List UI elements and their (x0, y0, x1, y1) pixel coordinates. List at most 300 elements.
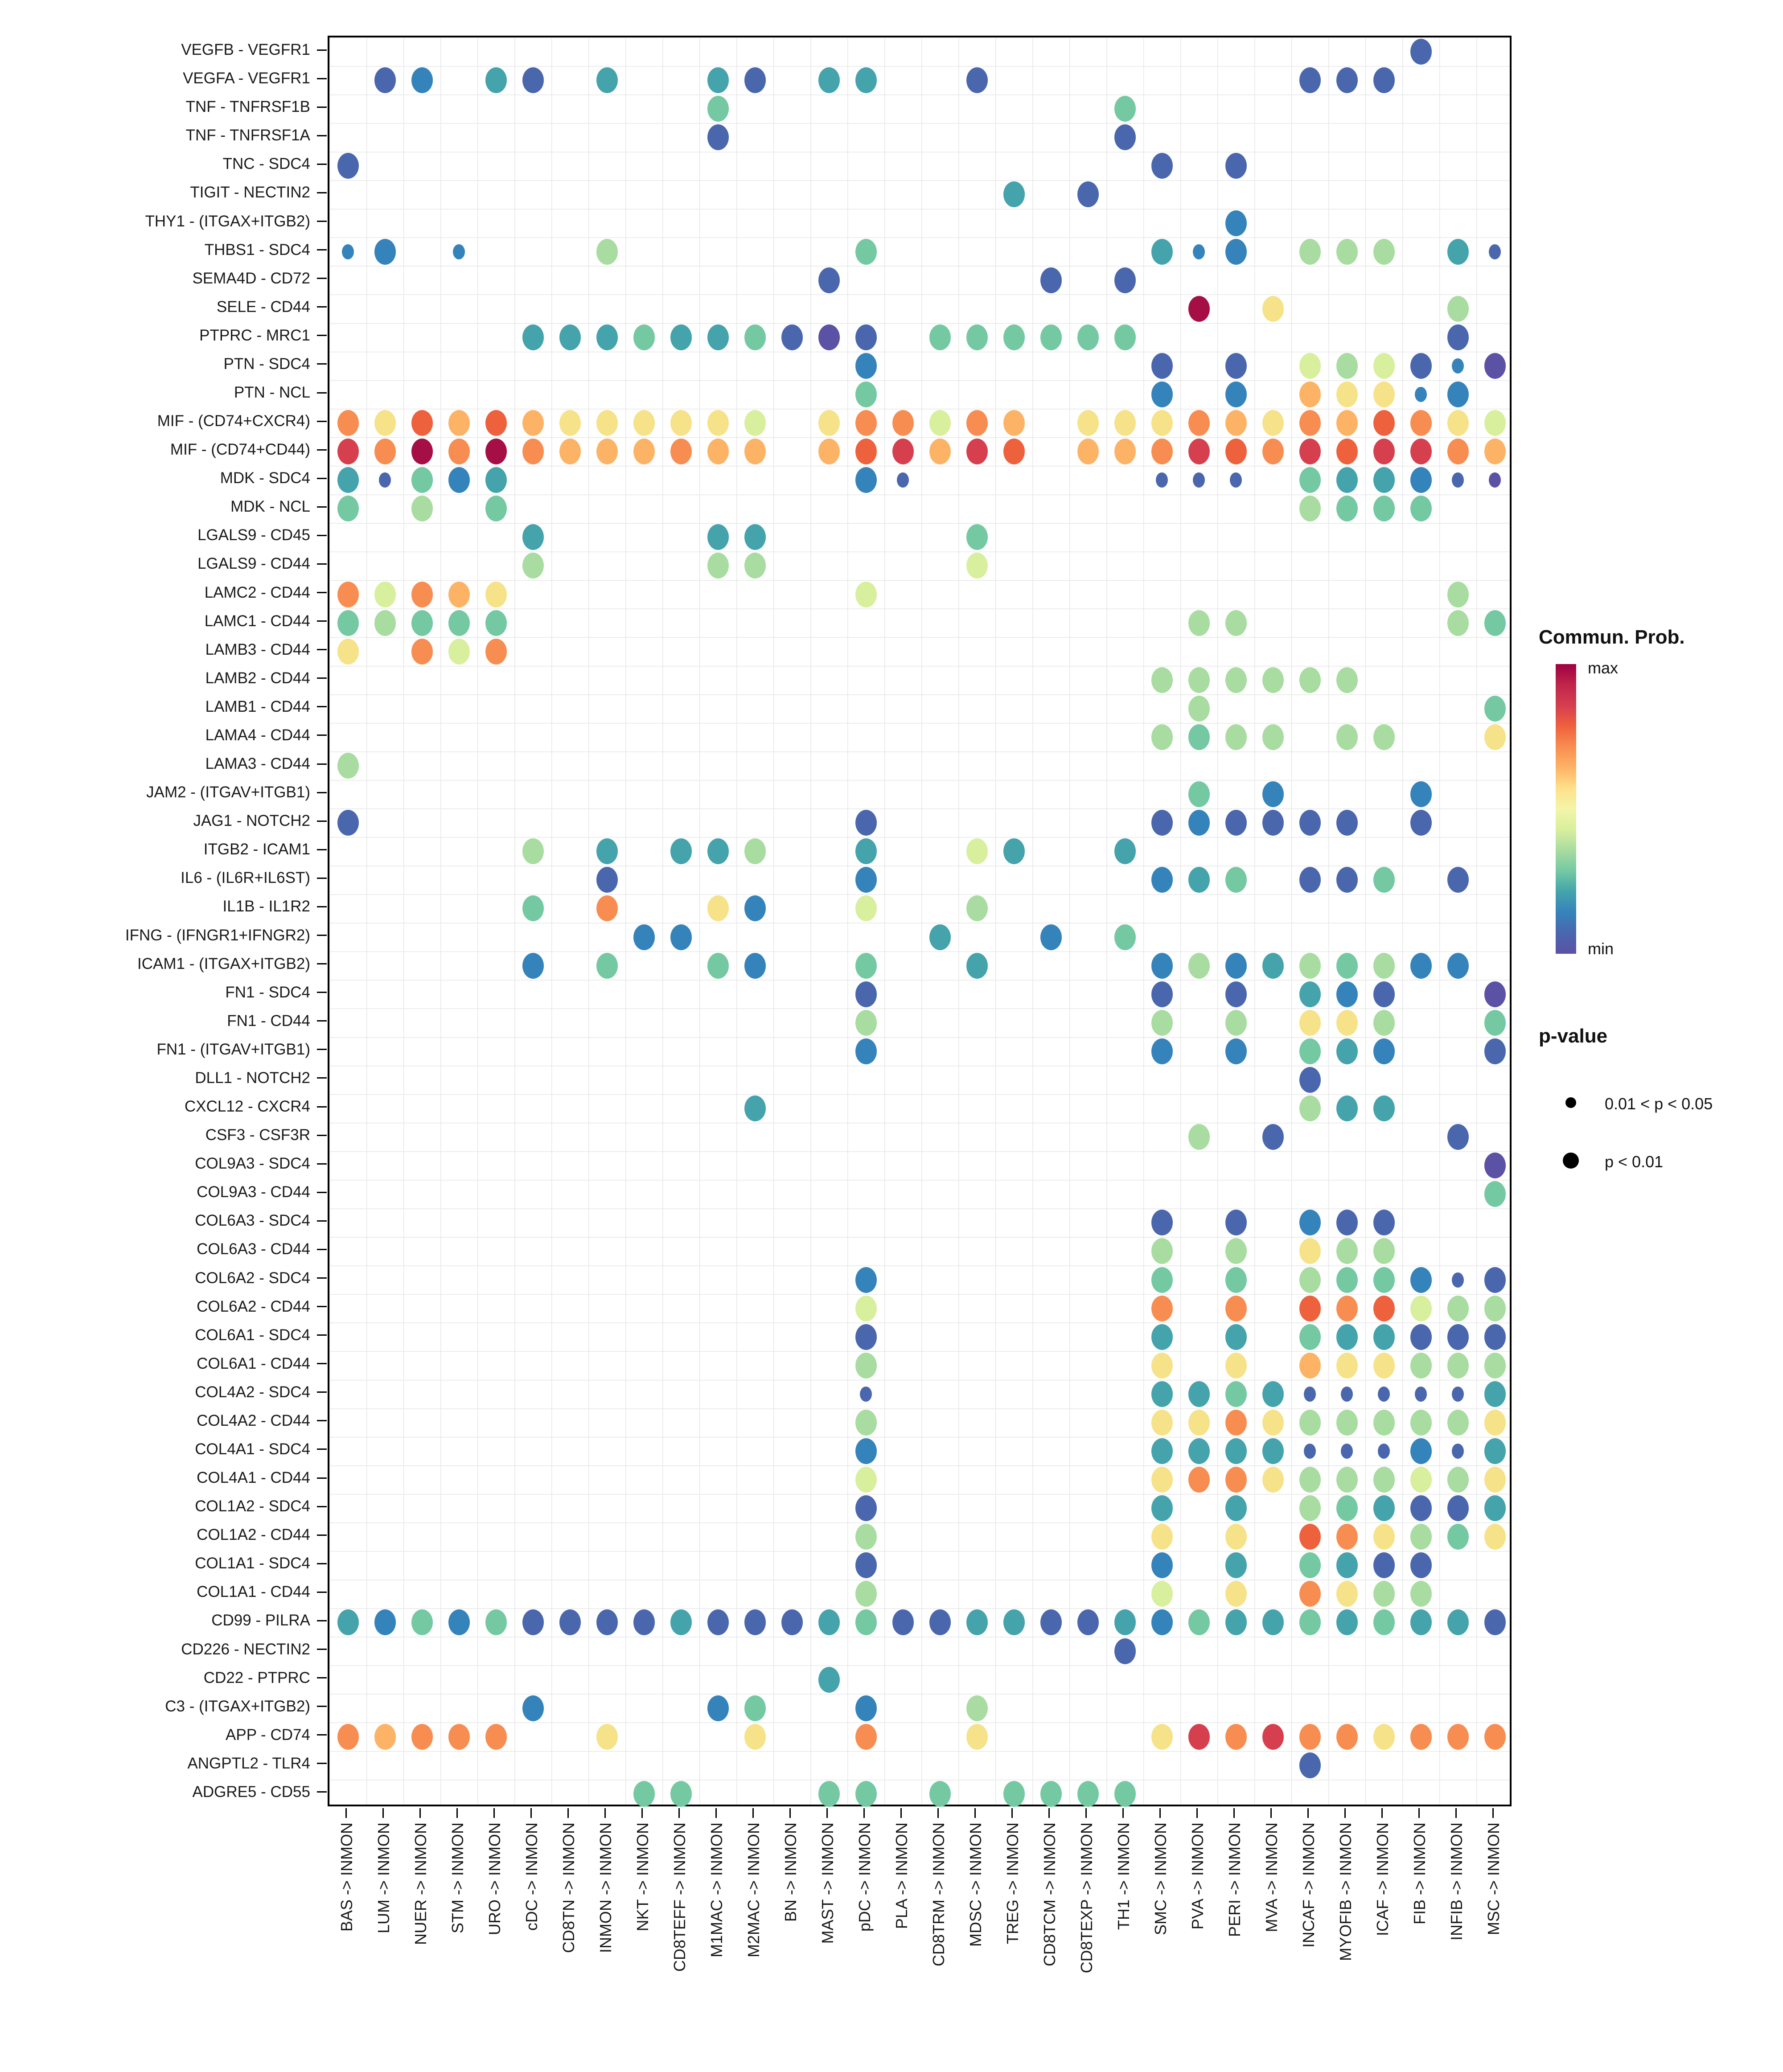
data-dot (1077, 410, 1099, 436)
data-dot (1225, 153, 1247, 179)
y-tick (317, 49, 327, 51)
data-dot (1003, 324, 1025, 350)
x-tick (715, 1808, 717, 1818)
data-dot (1225, 810, 1247, 836)
data-dot (707, 324, 729, 350)
data-dot (744, 439, 766, 464)
data-dot (1410, 1353, 1432, 1379)
data-dot (1299, 1524, 1321, 1550)
data-dot (855, 1010, 877, 1036)
data-dot (1151, 981, 1173, 1007)
row-label: LAMB3 - CD44 (205, 640, 310, 658)
data-dot (1410, 1609, 1432, 1635)
col-label: ICAF -> INMON (1373, 1822, 1392, 1937)
data-dot (1410, 810, 1432, 836)
col-label: CD8TEFF -> INMON (670, 1822, 689, 1972)
data-dot (1484, 1609, 1506, 1635)
data-dot (744, 324, 766, 350)
data-dot (1077, 439, 1099, 464)
y-tick (317, 478, 327, 479)
row-label: COL4A1 - SDC4 (195, 1440, 310, 1458)
data-dot (1151, 1438, 1173, 1464)
data-dot (1447, 239, 1469, 265)
data-dot (1114, 838, 1136, 864)
data-dot (1299, 1067, 1321, 1093)
data-dot (1151, 1324, 1173, 1350)
data-dot (929, 1781, 951, 1807)
row-label: C3 - (ITGAX+ITGB2) (165, 1697, 310, 1715)
data-dot (744, 1695, 766, 1721)
data-dot (818, 67, 840, 93)
data-dot (522, 553, 544, 579)
data-dot (1341, 1444, 1353, 1459)
data-dot (966, 410, 988, 436)
data-dot (707, 439, 729, 464)
row-label: SELE - CD44 (216, 298, 310, 316)
data-dot (855, 1296, 877, 1321)
data-dot (337, 1609, 359, 1635)
row-label: TNC - SDC4 (222, 155, 310, 173)
data-dot (744, 1095, 766, 1121)
y-tick (317, 1106, 327, 1108)
data-dot (1151, 1609, 1173, 1635)
data-dot (744, 895, 766, 921)
data-dot (1484, 439, 1506, 464)
data-dot (707, 838, 729, 864)
y-tick (317, 1306, 327, 1307)
data-dot (1452, 1387, 1464, 1402)
data-dot (781, 324, 803, 350)
y-tick (317, 1077, 327, 1079)
data-dot (1447, 1609, 1469, 1635)
data-dot (1225, 1267, 1247, 1293)
data-dot (892, 1609, 914, 1635)
data-dot (411, 582, 433, 607)
data-dot (1373, 1495, 1395, 1521)
data-dot (1447, 867, 1469, 893)
x-tick (1196, 1808, 1198, 1818)
x-tick (345, 1808, 347, 1818)
data-dot (485, 610, 507, 636)
y-tick (317, 306, 327, 308)
data-dot (1373, 1524, 1395, 1550)
data-dot (1077, 1781, 1099, 1807)
data-dot (1299, 1210, 1321, 1235)
data-dot (1336, 1467, 1358, 1493)
y-tick (317, 1249, 327, 1250)
data-dot (1040, 324, 1062, 350)
row-label: JAG1 - NOTCH2 (193, 812, 310, 830)
y-tick (317, 1163, 327, 1165)
data-dot (1193, 244, 1205, 259)
data-dot (1151, 239, 1173, 265)
data-dot (855, 67, 877, 93)
data-dot (374, 67, 396, 93)
data-dot (1373, 496, 1395, 521)
data-dot (522, 1609, 544, 1635)
y-tick (317, 1477, 327, 1479)
data-dot (1262, 1609, 1284, 1635)
data-dot (966, 953, 988, 979)
data-dot (1151, 724, 1173, 750)
data-dot (1114, 1638, 1136, 1664)
x-tick (493, 1808, 495, 1818)
data-dot (633, 439, 655, 464)
data-dot (633, 324, 655, 350)
data-dot (929, 924, 951, 950)
data-dot (1225, 1552, 1247, 1578)
col-label: cDC -> INMON (522, 1822, 541, 1931)
data-dot (1484, 1353, 1506, 1379)
data-dot (1003, 1609, 1025, 1635)
data-dot (1225, 410, 1247, 436)
data-dot (1299, 1552, 1321, 1578)
data-dot (1410, 1524, 1432, 1550)
data-dot (1151, 1238, 1173, 1264)
data-dot (670, 1781, 692, 1807)
row-label: COL9A3 - SDC4 (195, 1155, 310, 1173)
data-dot (1484, 1010, 1506, 1036)
y-tick (317, 1420, 327, 1421)
data-dot (1262, 810, 1284, 836)
data-dot (1336, 439, 1358, 464)
y-tick (317, 878, 327, 879)
data-dot (522, 439, 544, 464)
row-label: CXCL12 - CXCR4 (184, 1098, 310, 1116)
data-dot (1299, 981, 1321, 1007)
x-tick (1270, 1808, 1272, 1818)
data-dot (1373, 382, 1395, 407)
data-dot (1151, 1381, 1173, 1407)
data-dot (1336, 67, 1358, 93)
row-label: PTN - SDC4 (223, 355, 310, 373)
data-dot (1225, 1210, 1247, 1235)
data-dot (1040, 1609, 1062, 1635)
data-dot (818, 324, 840, 350)
data-dot (1410, 439, 1432, 464)
data-dot (374, 1724, 396, 1750)
col-label: PERI -> INMON (1225, 1822, 1244, 1937)
data-dot (1299, 496, 1321, 521)
data-dot (818, 267, 840, 293)
data-dot (1373, 67, 1395, 93)
data-dot (1336, 1238, 1358, 1264)
data-dot (1225, 239, 1247, 265)
x-tick (789, 1808, 791, 1818)
x-tick (1307, 1808, 1309, 1818)
col-label: LUM -> INMON (374, 1822, 393, 1934)
data-dot (1151, 1524, 1173, 1550)
data-dot (966, 524, 988, 550)
x-tick (678, 1808, 680, 1818)
data-dot (1188, 439, 1210, 464)
data-dot (1336, 810, 1358, 836)
data-dot (855, 582, 877, 607)
data-dot (1447, 324, 1469, 350)
data-dot (1484, 1038, 1506, 1064)
data-dot (929, 410, 951, 436)
data-dot (1188, 953, 1210, 979)
data-dot (337, 439, 359, 464)
data-dot (1373, 1267, 1395, 1293)
data-dot (966, 1724, 988, 1750)
data-dot (1151, 1210, 1173, 1235)
row-label: COL1A1 - CD44 (197, 1583, 310, 1601)
data-dot (411, 67, 433, 93)
data-dot (1262, 410, 1284, 436)
data-dot (596, 895, 618, 921)
data-dot (1156, 472, 1168, 488)
data-dot (1336, 667, 1358, 693)
data-dot (855, 1524, 877, 1550)
data-dot (1299, 1267, 1321, 1293)
y-tick (317, 763, 327, 765)
row-label: VEGFB - VEGFR1 (181, 41, 310, 59)
row-label: COL6A3 - SDC4 (195, 1212, 310, 1230)
data-dot (337, 496, 359, 521)
data-dot (1299, 1581, 1321, 1607)
data-dot (1225, 724, 1247, 750)
data-dot (1336, 1296, 1358, 1321)
y-tick (317, 1192, 327, 1193)
data-dot (1484, 1495, 1506, 1521)
data-dot (337, 1724, 359, 1750)
data-dot (522, 895, 544, 921)
data-dot (1373, 1296, 1395, 1321)
data-dot (1336, 1267, 1358, 1293)
x-tick (604, 1808, 606, 1818)
data-dot (596, 439, 618, 464)
data-dot (1336, 1524, 1358, 1550)
row-label: MIF - (CD74+CD44) (170, 441, 310, 459)
data-dot (448, 439, 470, 464)
data-dot (337, 153, 359, 179)
data-dot (1299, 1467, 1321, 1493)
data-dot (559, 439, 581, 464)
data-dot (1304, 1387, 1316, 1402)
data-dot (855, 1781, 877, 1807)
data-dot (1262, 781, 1284, 807)
y-tick (317, 677, 327, 679)
data-dot (374, 239, 396, 265)
data-dot (1336, 1724, 1358, 1750)
data-dot (1262, 724, 1284, 750)
row-label: MIF - (CD74+CXCR4) (157, 412, 310, 430)
y-tick (317, 1448, 327, 1450)
x-tick (1381, 1808, 1383, 1818)
x-tick (1233, 1808, 1235, 1818)
col-label: MDSC -> INMON (966, 1822, 985, 1947)
data-dot (485, 582, 507, 607)
data-dot (966, 838, 988, 864)
data-dot (374, 410, 396, 436)
color-legend-max-label: max (1588, 659, 1619, 677)
data-dot (1299, 1238, 1321, 1264)
pvalue-legend-title: p-value (1539, 1025, 1608, 1047)
data-dot (1484, 1296, 1506, 1321)
data-dot (1447, 1724, 1469, 1750)
row-label: COL9A3 - CD44 (197, 1183, 310, 1201)
data-dot (1188, 610, 1210, 636)
data-dot (1151, 353, 1173, 379)
data-dot (1447, 610, 1469, 636)
data-dot (1336, 1495, 1358, 1521)
data-dot (1447, 410, 1469, 436)
data-dot (1151, 382, 1173, 407)
data-dot (744, 953, 766, 979)
data-dot (596, 953, 618, 979)
data-dot (1484, 610, 1506, 636)
data-dot (1225, 953, 1247, 979)
data-dot (453, 244, 465, 259)
data-dot (1336, 496, 1358, 521)
row-label: IFNG - (IFNGR1+IFNGR2) (125, 926, 310, 944)
data-dot (596, 239, 618, 265)
data-dot (855, 382, 877, 407)
y-tick (317, 1049, 327, 1050)
data-dot (1225, 1724, 1247, 1750)
data-dot (670, 410, 692, 436)
data-dot (707, 895, 729, 921)
data-dot (1151, 1467, 1173, 1493)
data-dot (670, 1609, 692, 1635)
data-dot (559, 1609, 581, 1635)
data-dot (855, 1324, 877, 1350)
row-label: COL6A2 - SDC4 (195, 1269, 310, 1287)
data-dot (1299, 867, 1321, 893)
row-label: ITGB2 - ICAM1 (203, 841, 310, 858)
data-dot (1188, 810, 1210, 836)
row-label: THY1 - (ITGAX+ITGB2) (145, 212, 310, 230)
y-tick (317, 1649, 327, 1650)
data-dot (744, 838, 766, 864)
data-dot (1225, 1381, 1247, 1407)
data-dot (855, 1495, 877, 1521)
data-dot (1151, 1267, 1173, 1293)
y-tick (317, 363, 327, 365)
x-tick (1159, 1808, 1161, 1818)
data-dot (966, 1609, 988, 1635)
data-dot (1336, 1010, 1358, 1036)
data-dot (1410, 410, 1432, 436)
data-dot (892, 410, 914, 436)
data-dot (337, 753, 359, 779)
data-dot (1373, 1552, 1395, 1578)
data-dot (1077, 181, 1099, 207)
data-dot (1484, 1467, 1506, 1493)
data-dot (411, 467, 433, 493)
data-dot (707, 410, 729, 436)
data-dot (1077, 324, 1099, 350)
row-label: IL6 - (IL6R+IL6ST) (181, 869, 310, 887)
x-tick (530, 1808, 532, 1818)
col-label: MYOFIB -> INMON (1336, 1822, 1355, 1961)
data-dot (633, 1609, 655, 1635)
data-dot (337, 467, 359, 493)
data-dot (1151, 1410, 1173, 1436)
data-dot (1447, 1296, 1469, 1321)
data-dot (818, 1667, 840, 1693)
data-dot (670, 324, 692, 350)
data-dot (818, 1781, 840, 1807)
data-dot (1188, 867, 1210, 893)
data-dot (1188, 724, 1210, 750)
data-dot (1188, 1724, 1210, 1750)
data-dot (1299, 353, 1321, 379)
row-label: DLL1 - NOTCH2 (195, 1069, 310, 1087)
row-label: COL4A1 - CD44 (197, 1469, 310, 1487)
data-dot (744, 1724, 766, 1750)
y-tick (317, 335, 327, 336)
y-tick (317, 535, 327, 536)
data-dot (1225, 1495, 1247, 1521)
data-dot (1299, 467, 1321, 493)
y-tick (317, 1506, 327, 1507)
data-dot (374, 1609, 396, 1635)
data-dot (1373, 1724, 1395, 1750)
data-dot (966, 895, 988, 921)
data-dot (744, 67, 766, 93)
data-dot (966, 1695, 988, 1721)
data-dot (1373, 239, 1395, 265)
data-dot (670, 439, 692, 464)
col-label: INCAF -> INMON (1299, 1822, 1318, 1948)
data-dot (1262, 1381, 1284, 1407)
data-dot (596, 67, 618, 93)
row-label: TIGIT - NECTIN2 (190, 184, 310, 201)
data-dot (1447, 1124, 1469, 1150)
y-tick (317, 935, 327, 936)
data-dot (337, 639, 359, 665)
col-label: STM -> INMON (448, 1822, 467, 1933)
data-dot (1262, 1438, 1284, 1464)
data-dot (1336, 1552, 1358, 1578)
data-dot (1114, 439, 1136, 464)
data-dot (744, 553, 766, 579)
data-dot (596, 1609, 618, 1635)
data-dot (1336, 867, 1358, 893)
data-dot (1415, 1387, 1427, 1402)
data-dot (1299, 410, 1321, 436)
data-dot (855, 867, 877, 893)
data-dot (596, 838, 618, 864)
x-tick (900, 1808, 902, 1818)
row-label: COL4A2 - SDC4 (195, 1383, 310, 1401)
data-dot (448, 582, 470, 607)
data-dot (1484, 1267, 1506, 1293)
data-dot (1003, 838, 1025, 864)
data-dot (1447, 953, 1469, 979)
y-tick (317, 1020, 327, 1022)
data-dot (337, 810, 359, 836)
row-label: LGALS9 - CD44 (197, 555, 310, 573)
data-dot (485, 496, 507, 521)
data-dot (1299, 239, 1321, 265)
data-dot (1077, 1609, 1099, 1635)
data-dot (670, 838, 692, 864)
data-dot (892, 439, 914, 464)
data-dot (1484, 1410, 1506, 1436)
x-tick (1122, 1808, 1124, 1818)
y-tick (317, 620, 327, 622)
col-label: BN -> INMON (781, 1822, 800, 1922)
data-dot (1336, 953, 1358, 979)
data-dot (1410, 1438, 1432, 1464)
data-dot (1188, 1381, 1210, 1407)
data-dot (411, 610, 433, 636)
x-tick (456, 1808, 458, 1818)
data-dot (1341, 1387, 1353, 1402)
